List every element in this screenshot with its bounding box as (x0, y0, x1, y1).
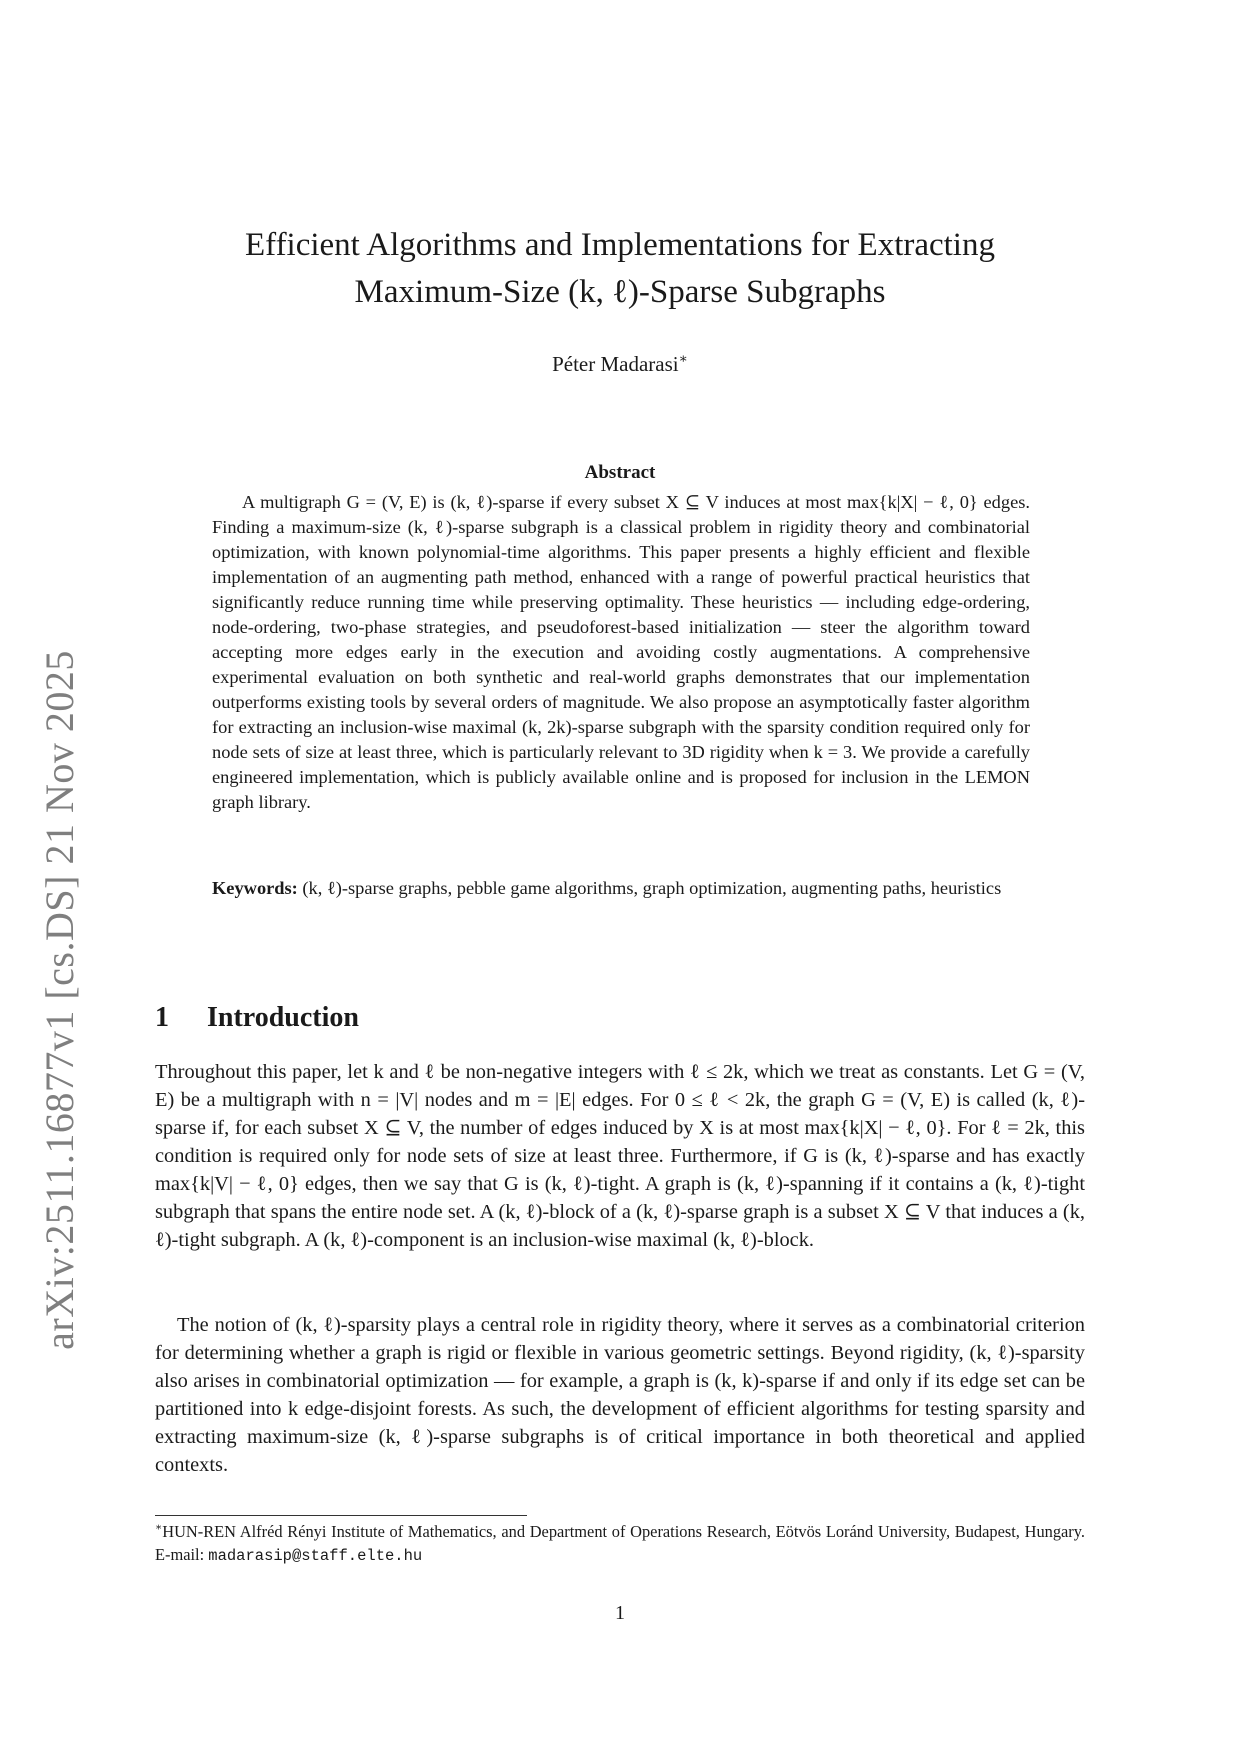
arxiv-identifier-stamp: arXiv:2511.16877v1 [cs.DS] 21 Nov 2025 (37, 650, 82, 1350)
keywords-label: Keywords: (212, 878, 298, 898)
footnote-divider (155, 1515, 527, 1516)
body-paragraph: Throughout this paper, let k and ℓ be non-negative integers with ℓ ≤ 2k, which we treat as constants. Let G = (V, E) be a multigraph with n = |V| nodes and m = |E| edges. For 0 ≤ ℓ < 2k, the graph G = (V, E) is called (k, ℓ)-sparse if, for each subset X ⊆ V, the number of edges induced by X is at most max{k|X| − ℓ, 0}. For ℓ = 2k, this condition is required only for node sets of size at least three. Furthermore, if G is (k, ℓ)-sparse and has exactly max{k|V| − ℓ, 0} edges, then we say that G is (k, ℓ)-tight. A graph is (k, ℓ)-spanning if it contains a (k, ℓ)-tight subgraph that spans the entire node set. A (k, ℓ)-block of a (k, ℓ)-sparse graph is a subset X ⊆ V that induces a (k, ℓ)-tight subgraph. A (k, ℓ)-component is an inclusion-wise maximal (k, ℓ)-block. (155, 1061, 1085, 1251)
author-email-link[interactable]: madarasip@staff.elte.hu (208, 1547, 423, 1565)
abstract-heading: Abstract (584, 462, 656, 483)
paper-title-line-2: Maximum-Size (k, ℓ)-Sparse Subgraphs (354, 274, 886, 310)
page-number: 1 (615, 1602, 625, 1624)
abstract-text: A multigraph G = (V, E) is (k, ℓ)-sparse if every subset X ⊆ V induces at most max{k|X| − ℓ, 0} edges. Finding a maximum-size (k, ℓ)-sparse subgraph is a classical problem in rigidity theory and combinatorial optimization, with known polynomial-time algorithms. This paper presents a highly efficient and flexible implementation of an augmenting path method, enhanced with a range of powerful practical heuristics that significantly reduce running time while preserving optimality. These heuristics — including edge-ordering, node-ordering, two-phase strategies, and pseudoforest-based initialization — steer the algorithm toward accepting more edges early in the execution and avoiding costly augmentations. A comprehensive experimental evaluation on both synthetic and real-world graphs demonstrates that our implementation outperforms existing tools by several orders of magnitude. We also propose an asymptotically faster algorithm for extracting an inclusion-wise maximal (k, 2k)-sparse subgraph with the sparsity condition required only for node sets of size at least three, which is particularly relevant to 3D rigidity when k = 3. We provide a carefully engineered implementation, which is publicly available online and is proposed for inclusion in the LEMON graph library. (212, 492, 1030, 812)
body-paragraph: The notion of (k, ℓ)-sparsity plays a central role in rigidity theory, where it serves as a combinatorial criterion for determining whether a graph is rigid or flexible in various geometric settings. Beyond rigidity, (k, ℓ)-sparsity also arises in combinatorial optimization — for example, a graph is (k, k)-sparse if and only if its edge set can be partitioned into k edge-disjoint forests. As such, the development of efficient algorithms for testing sparsity and extracting maximum-size (k, ℓ)-sparse subgraphs is of critical importance in both theoretical and applied contexts. (155, 1314, 1085, 1476)
keywords-text: (k, ℓ)-sparse graphs, pebble game algorithms, graph optimization, augmenting paths, heuristics (302, 878, 1002, 898)
paper-title (180, 222, 1060, 316)
paper-title-line-1: Efficient Algorithms and Implementations for Extracting (245, 227, 995, 263)
footnote (155, 1520, 1085, 1568)
section-number: 1 (155, 1002, 169, 1033)
section-heading (155, 1002, 1085, 1034)
keywords (212, 876, 1030, 901)
footnote-text: HUN-REN Alfréd Rényi Institute of Mathematics, and Department of Operations Research, Eötvös Loránd University, Budapest, Hungary. E-mail: (155, 1522, 1085, 1564)
footnote-mark: ∗ (155, 1522, 163, 1534)
section-title: Introduction (207, 1002, 359, 1033)
author-footnote-mark: ∗ (678, 351, 688, 366)
author (180, 352, 1060, 377)
author-name: Péter Madarasi (552, 352, 679, 376)
